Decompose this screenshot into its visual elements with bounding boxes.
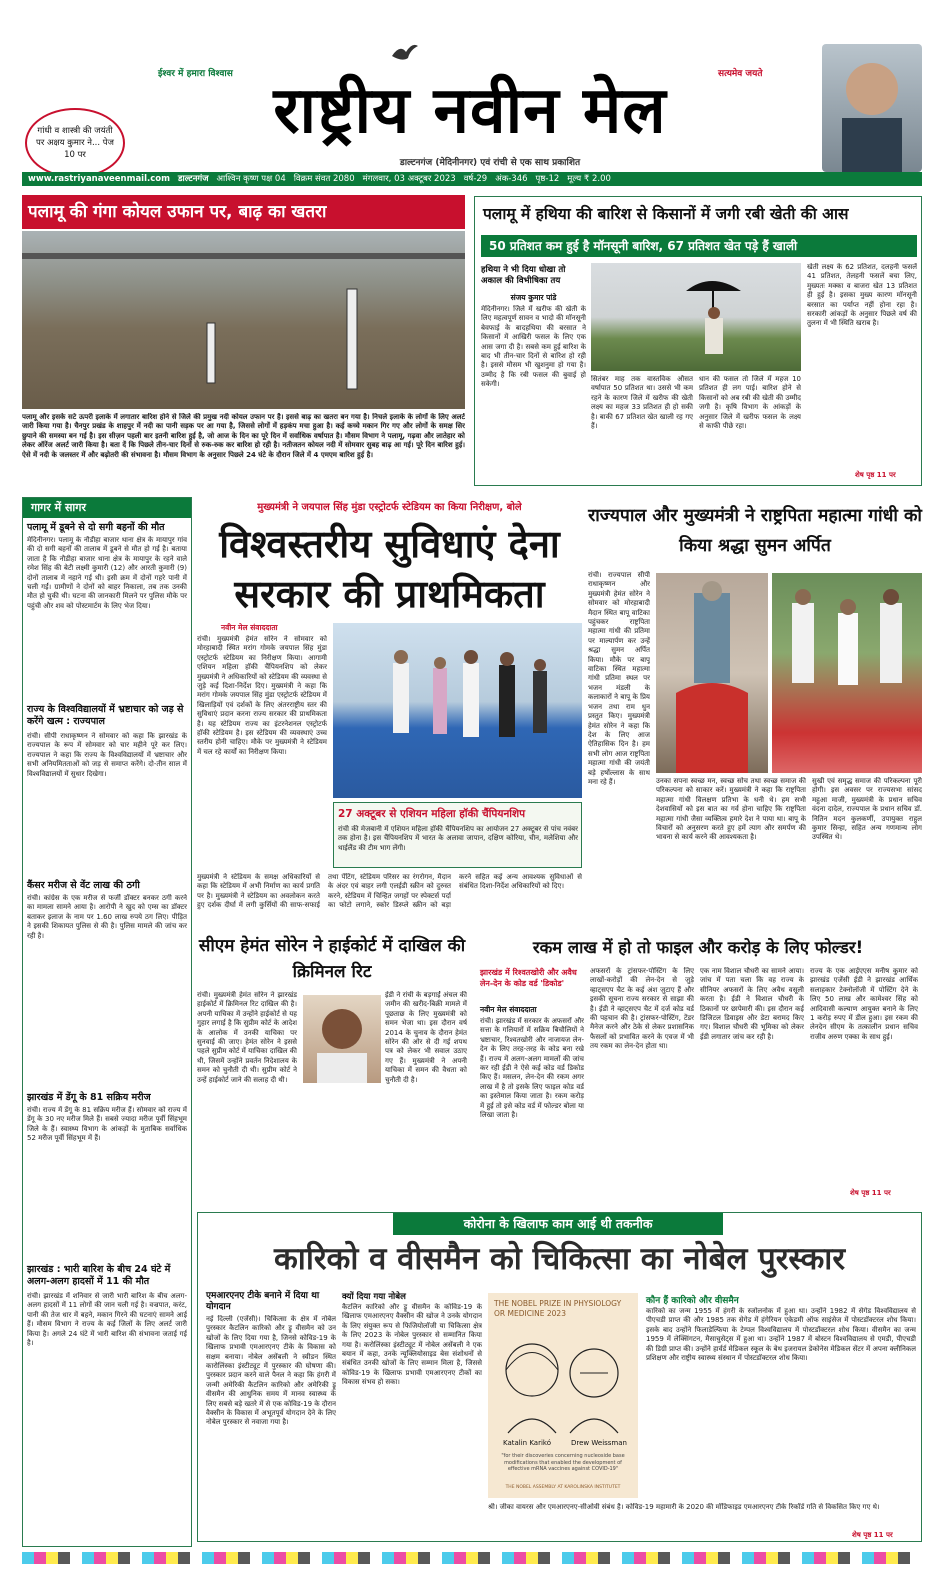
rain-subhead: 50 प्रतिशत कम हुई है मॉनसूनी बारिश, 67 प्रतिशत खेत पड़े हैं खाली — [481, 235, 917, 257]
nobel-sub-1: एमआरएनए टीके बनाने में दिया था योगदान — [206, 1291, 320, 1312]
nobel-graphic-caption: "for their discoveries concerning nucleoside base modifications that enabled the development of effective mRNA vaccines against COVID-19" — [501, 1453, 625, 1472]
rain-photo — [591, 263, 801, 371]
folder-body-4: राज्य के एक आईएएस मनीष कुमार को झारखंड एजेंसी ईडी ने झारखंड आर्थिक सलाहकार टेक्नोलॉजी में पोस्टिंग देने के लिए 50 लाख और कामेश्वर सिंह को आदिवासी कल्याण आयुक्त बनाने के लिए 1 करोड़ रुपए में डील हुआ। इस रकम की लेनदेन सीएम के तत्कालीन प्रधान सचिव राजीव अरुण एक्का के साथ हुई। — [810, 967, 918, 1041]
story-flood — [22, 195, 465, 485]
issue: अंक-346 — [495, 174, 528, 184]
gandhi-headline: राज्यपाल और मुख्यमंत्री ने राष्ट्रपिता महात्मा गांधी को किया श्रद्धा सुमन अर्पित — [588, 506, 922, 556]
folder-body: रांची। झारखंड में सरकार के अफसरों और सत्ता के गलियारों में सक्रिय बिचौलियों ने भ्रष्टाचार, रिश्वतखोरी और नाजायज लेन-देन के लिए तरह-तरह के कोड बना रखे हैं। राज्य में अलग-अलग मामलों की जांच कर रही ईडी ने ऐसे कई कोड वर्ड डिकोड किए हैं। मसलन, लेन-देन की रकम अगर लाख में है तो इसके लिए फाइल कोड वर्ड का इस्तेमाल किया जाता है। रकम करोड़ में हुई तो इसे कोड वर्ड में फोल्डर बोला या लिखा जाता है। — [480, 1017, 584, 1120]
nobel-graphic-footer: THE NOBEL ASSEMBLY AT KAROLINSKA INSTITUTET — [505, 1485, 621, 1490]
stadium-body: रांची। मुख्यमंत्री हेमंत सोरेन ने सोमवार को मोरहाबादी स्थित मरांग गोमके जयपाल सिंह मुंडा एस्ट्रोटर्फ स्टेडियम का निरीक्षण किया। आगामी एशियन महिला हॉकी चैंपियनशिप को लेकर मुख्यमंत्री ने अधिकारियों को स्टेडियम की व्यवस्था से जुड़े कई दिशा-निर्देश दिए। मुख्यमंत्री ने कहा कि मरांग गोमके जयपाल सिंह मुंडा एस्ट्रोटर्फ स्टेडियम में खिलाड़ियों एवं दर्शकों के लिए अंतरराष्ट्रीय स्तर की सुविधाएं प्रदान करना राज्य सरकार की प्राथमिकता है। यह स्टेडियम राज्य का इंटरनेशनल एस्ट्रोटर्फ हॉकी स्टेडियम है। इस स्टेडियम की व्यवस्थाएं उच्च स्तरीय होनी चाहिए। मौके पर मुख्यमंत्री ने स्टेडियम में चल रहे कार्यों का निरीक्षण किया। — [197, 635, 327, 756]
gandhi-body-1: रांची। राज्यपाल सीपी राधाकृष्णन और मुख्यमंत्री हेमंत सोरेन ने सोमवार को मोरहाबादी मैदान स्थित बापू वाटिका पहुंचकर राष्ट्रपिता महात्मा गांधी की प्रतिमा पर माल्यार्पण कर उन्हें श्रद्धा सुमन अर्पित किया। मौके पर बापू वाटिका स्थित महात्मा गांधी प्रतिमा स्थल पर भजन मंडली के कलाकारों ने बापू के प्रिय भजन तथा राम धुन प्रस्तुत किए। मुख्यमंत्री हेमंत सोरेन ने कहा कि देश के लिए आज ऐतिहासिक दिन है। हम सभी लोग आज राष्ट्रपिता महात्मा गांधी की जयंती बड़े हर्षोल्लास के साथ मना रहे हैं। — [588, 571, 650, 786]
tagline-right: सत्यमेव जयते — [718, 69, 763, 79]
story-stadium — [197, 497, 582, 927]
folder-byline: नवीन मेल संवाददाता — [480, 1005, 537, 1014]
bird-logo — [390, 42, 420, 64]
nobel-name-2: Drew Weissman — [571, 1439, 627, 1447]
rain-body-3: धान की फसल तो जिले में महज 10 प्रतिशत ही लग पाई। बारिश होने से किसानों को अब रबी की खेती की उम्मीद जगी है। कृषि विभाग के आंकड़ों के अनुसार जिले में खरीफ फसल के लक्ष्य से काफी पीछे रहा। — [699, 375, 801, 431]
ad-photo-right — [822, 44, 922, 172]
brief-4-body: रांची। राज्य में डेंगू के 81 सक्रिय मरीज हैं। सोमवार को राज्य में डेंगू के 30 नए मरीज मिले हैं। सबसे ज्यादा मरीज पूर्वी सिंहभूम जिले के हैं। स्वास्थ्य विभाग के आंकड़ों के मुताबिक सर्वाधिक 52 मरीज पूर्वी सिंहभूम में हैं। — [27, 1106, 187, 1143]
rain-body-4: खेती लक्ष्य के 62 प्रतिशत, दलहनी फसलें 41 प्रतिशत, तेलहनी फसलें बचा लिए, मुख्यतः मक्का व बाजरा खेत 13 प्रतिशत ही हुई है। इसका मुख्य कारण मॉनसूनी बरसात का पर्याप्त नहीं होना रहा है। सरकारी आंकड़ों के अनुसार पिछले वर्ष की तुलना में भी स्थिति खराब है। — [807, 263, 917, 328]
stadium-byline: नवीन मेल संवाददाता — [221, 623, 278, 632]
nobel-body-3: कारिको का जन्म 1955 में हंगरी के स्जोलनोक में हुआ था। उन्होंने 1982 में सेगेड विश्वविद्यालय से पीएचडी प्राप्त की और 1985 तक सेगेड में हंगेरियन एकेडमी ऑफ साइंसेज में पोस्टडॉक्टरल शोध किया। इसके बाद उन्होंने फिलाडेल्फिया के टेम्पल विश्वविद्यालय में पोस्टडॉक्टरल शोध किया। वीसमैन का जन्म 1959 में लेक्सिंगटन, मैसाचुसेट्स में हुआ था। उन्होंने 1987 में बोस्टन विश्वविद्यालय से एमडी, पीएचडी की डिग्री प्राप्त की। उन्होंने हार्वर्ड मेडिकल स्कूल के बेथ इजरायल डेकोनेस मेडिकल सेंटर में अपना क्लीनिकल प्रशिक्षण और राष्ट्रीय स्वास्थ्य संस्थान में पोस्टडॉक्टरल शोध किया। — [646, 1307, 916, 1363]
sidebar-header: गागर में सागर — [23, 498, 191, 518]
masthead-title: राष्ट्रीय नवीन मेल — [273, 74, 667, 148]
rain-body-2: सितंबर माह तक वास्तविक औसत वर्षापात 50 प्रतिशत था। उससे भी कम रहने के कारण जिले में खरीफ की खेती लक्ष्य का महज 33 प्रतिशत ही हो सकी है। बाकी 67 प्रतिशत खेत खाली रह गए हैं। — [591, 375, 693, 431]
rain-byline: संजय कुमार पांडे — [510, 293, 557, 302]
brief-1-head: पलामू में डूबने से दो सगी बहनों की मौत — [27, 522, 165, 533]
hemant-photo — [303, 995, 381, 1083]
stadium-photo — [333, 623, 582, 798]
rain-body-1: मेदिनीनगर। जिले में खरीफ की खेती के लिए महत्वपूर्ण सावन व भादो की मॉनसूनी बेवफाई के बादहथिया की बरसात ने किसानों में आखिरी फसल के लिए एक आस जगा दी है। सबसे कम हुई बारिश के बाद भी तीन-चार दिनों से बारिश हो रही है। इससे मौसम भी खुशनुमा हो गया है। उम्मीद है कि रबी फसल की बुवाई हो सकेगी। — [481, 305, 586, 389]
stadium-body-2: मुख्यमंत्री ने स्टेडियम के समक्ष अधिकारियों से कहा कि स्टेडियम में अभी निर्माण का कार्य प्रगति पर है। मुख्यमंत्री ने स्टेडियम का अवलोकन करते हुए दर्शक दीर्घा में लगी कुर्सियों की साफ-सफाई तथा पेंटिंग, स्टेडियम परिसर का रंगरोगन, मैदान के अंदर एवं बाहर लगी एलईडी स्क्रीन को दुरुस्त करने, स्टेडियम में चिन्हित जगहों पर स्पेक्टर्स पर्दा का फोटो लगाने, स्कोर डिस्प्ले स्क्रीन को बड़ा करने सहित कई अन्य आवश्यक सुविधाओं से संबंधित दिशा-निर्देश अधिकारियों को दिए। — [197, 873, 582, 910]
folder-headline: रकम लाख में हो तो फाइल और करोड़ के लिए फोल्डर! — [532, 938, 864, 957]
hemant-headline: सीएम हेमंत सोरेन ने हाईकोर्ट में दाखिल की क्रिमिनल रिट — [198, 936, 466, 982]
folder-body-2: अफसरों के ट्रांसफर-पोस्टिंग के लिए लाखों-करोड़ों की लेन-देन से जुड़े व्हाट्सएप चैट के कई अंश जुटाए हैं और इसकी सूचना राज्य सरकार से साझा की है। ईडी ने व्हाट्सएप चैट में दर्ज कोड वर्ड की पहचान की है। ट्रांसफर-पोस्टिंग, टेंडर मैनेज करने और ठेके से लेकर प्रशासनिक फैसलों को प्रभावित करने के एवज में भी तय रकम का लेन-देन होता था। — [590, 967, 694, 1051]
masthead — [0, 0, 945, 195]
stadium-kicker: मुख्यमंत्री ने जयपाल सिंह मुंडा एस्ट्रोटर्फ स्टेडियम का किया निरीक्षण, बोले — [257, 502, 522, 513]
folder-body-3: एक नाम विशाल चौधरी का सामने आया। जांच में पता चला कि वह राज्य के सीनियर अफसरों के लिए अवैध वसूली करता है। ईडी ने विशाल चौधरी के ठिकानों पर छापेमारी की। इस दौरान कई डिजिटल डिवाइस और डेटा बरामद किए गए। विशाल चौधरी की भूमिका को लेकर ईडी लगातार जांच कर रही है। — [700, 967, 804, 1041]
folder-continue[interactable]: शेष पृष्ठ 11 पर — [850, 1189, 891, 1197]
story-rain — [474, 196, 922, 486]
price: मूल्य ₹ 2.00 — [567, 174, 611, 184]
tagline-left: ईश्वर में हमारा विश्वास — [158, 69, 233, 79]
championship-body: रांची की मेजबानी में एशियन महिला हॉकी चैंपियनशिप का आयोजन 27 अक्टूबर से पांच नवंबर तक होना है। इस चैंपियनशिप में भारत के अलावा जापान, दक्षिण कोरिया, चीन, मलेशिया और थाईलैंड की टीम भाग लेंगी। — [338, 825, 578, 852]
hemant-body-2: ईडी ने रांची के बड़गाईं अंचल की जमीन की खरीद-बिक्री मामले में पूछताछ के लिए मुख्यमंत्री को समन भेजा था। इस दौरान वर्ष 2014 के चुनाव के दौरान हेमंत सोरेन की ओर से दी गई शपथ पत्र को लेकर भी सवाल उठाए गए हैं। मुख्यमंत्री ने अपनी याचिका में समन की वैधता को चुनौती दी है। — [385, 991, 467, 1084]
info-bar — [22, 172, 922, 186]
story-hemant — [197, 933, 467, 1203]
story-folder — [474, 933, 922, 1203]
brief-2-body: रांची। सीपी राधाकृष्णन ने सोमवार को कहा कि झारखंड के राज्यपाल के रूप में सोमवार को चार महीने पूरे कर लिए। राज्यपाल ने कहा कि राज्य के विश्वविद्यालयों में भ्रष्टाचार और सभी अनियमितताओं को जड़ से समाप्त करेंगे। दो-तीन साल में विश्वविद्यालयों में सुधार दिखेगा। — [27, 732, 187, 778]
championship-head: 27 अक्टूबर से एशियन महिला हॉकी चैंपियनशिप — [338, 808, 526, 820]
gandhi-body-3: सुखी एवं समृद्ध समाज की परिकल्पना पूरी होगी। इस अवसर पर राज्यसभा सांसद महुआ माजी, मुख्यमंत्री के प्रधान सचिव वंदना दादेल, राज्यपाल के प्रधान सचिव डॉ. नितिन मदन कुलकर्णी, उपायुक्त राहुल कुमार सिन्हा, सहित अन्य गणमान्य लोग उपस्थित थे। — [812, 777, 922, 842]
stadium-headline-2: सरकार की प्राथमिकता — [234, 572, 545, 616]
nobel-name-1: Katalin Karikó — [502, 1439, 551, 1447]
nobel-body-4: श्री। जीका वायरस और एमआरएनए-सीओवी संबंध है। कोविड-19 महामारी के 2020 की मॉडिफाइड एमआरएनए टीके रिकॉर्ड गति से विकसित किए गए थे। — [488, 1503, 880, 1511]
masthead-ear-left: गांधी व शास्त्री की जयंती पर अक्षय कुमार ने... पेज 10 पर — [25, 108, 125, 178]
nobel-body-1: नई दिल्ली (एजेंसी)। चिकित्सा के क्षेत्र में नोबेल पुरस्कार कैटलिन कारिको और ड्रू वीसमैन को उन खोजों के लिए दिया गया है, जिनसे कोविड-19 के खिलाफ प्रभावी एमआरएनए टीके के विकास को सक्षम बनाया। नोबेल असेंबली ने स्वीडन स्थित कारोलिंस्का इंस्टीट्यूट में पुरस्कार की घोषणा की। पुरस्कार प्रदान करने वाले पैनल ने कहा कि हंगरी में जन्मी अमेरिकी कैटलिन कारिको और अमेरिकी ड्रू वीसमैन की आधुनिक समय में मानव स्वास्थ्य के लिए सबसे बड़े खतरे में से एक कोविड-19 के दौरान वैक्सीन के विकास में अभूतपूर्व योगदान देने के लिए नोबेल पुरस्कार से नवाजा गया है। — [206, 1315, 336, 1427]
nobel-graphic-title: THE NOBEL PRIZE IN PHYSIOLOGY OR MEDICINE 2023 — [494, 1299, 622, 1318]
brief-5-head: झारखंड : भारी बारिश के बीच 24 घंटे में अलग-अलग हादसों में 11 की मौत — [27, 1264, 171, 1287]
stadium-headline-1: विश्वस्तरीय सुविधाएं देना — [219, 522, 560, 566]
flood-headline: पलामू की गंगा कोयल उफान पर, बाढ़ का खतरा — [22, 195, 465, 229]
rain-kicker: हथिया ने भी दिया धोखा तो अकाल की विभीषिका तय — [481, 265, 566, 286]
nobel-portraits — [494, 1325, 632, 1435]
rain-headline: पलामू में हथिया की बारिश से किसानों में जगी रबी खेती की आस — [483, 205, 849, 223]
pages: पृष्ठ-12 — [535, 174, 560, 184]
brief-4-head: झारखंड में डेंगू के 81 सक्रिय मरीज — [27, 1092, 151, 1103]
nobel-continue[interactable]: शेष पृष्ठ 11 पर — [852, 1531, 893, 1539]
brief-5-body: रांची। झारखंड में शनिवार से जारी भारी बारिश के बीच अलग-अलग हादसों में 11 लोगों की जान चली गई है। वज्रपात, करंट, पानी की तेज धार में बहने, मकान गिरने की घटनाएं सामने आई हैं। मौसम विभाग ने राज्य के कई जिलों के लिए अलर्ट जारी किया है। अगले 24 घंटे में भारी बारिश की संभावना जताई गई है। — [27, 1292, 187, 1348]
registration-strip — [22, 1552, 922, 1564]
gandhi-photo-1 — [656, 573, 768, 773]
brief-1-body: मेदिनीनगर। पलामू के नौडीहा बाजार थाना क्षेत्र के मायापुर गांव की दो सगी बहनों की तालाब में डूबने से मौत हो गई है। बताया जाता है कि नौडीहा बाजार थाना क्षेत्र के मायापुर के रहने वाले रमेश सिंह की बेटी लक्ष्मी कुमारी (12) और आरती कुमारी (9) दोनों तालाब में नहाने गई थी। इसी क्रम में दोनों गहरे पानी में चली गईं। ग्रामीणों ने दोनों को बाहर निकाला, तब तक उनकी मौत हो चुकी थी। घटना की जानकारी मिलने पर पुलिस मौके पर पहुंची और शव को पोस्टमार्टम के लिए भेज दिया। — [27, 536, 187, 610]
masthead-subtitle: डाल्टनगंज (मेदिनीनगर) एवं रांची से एक साथ प्रकाशित — [399, 158, 581, 168]
sidebar-briefs — [22, 497, 192, 1547]
gandhi-photo-2 — [772, 573, 922, 773]
rain-continue[interactable]: शेष पृष्ठ 11 पर — [855, 471, 896, 479]
gandhi-body-2: उनका सपना स्वच्छ मन, स्वच्छ सोच तथा स्वच्छ समाज की परिकल्पना को साकार करें। मुख्यमंत्री ने कहा कि राष्ट्रपिता महात्मा गांधी विलक्षण प्रतिभा के धनी थे। हम सभी देशवासियों को इस बात का गर्व होना चाहिए कि राष्ट्रपिता महात्मा गांधी जैसा व्यक्तित्व हमारे देश ने पाया था। बापू के विचारों को अनुसरण करते हुए हमें त्याग और समर्पण की भावना से कार्य करने की आवश्यकता है। — [656, 777, 806, 842]
brief-3-body: रांची। कांग्रेस के एक मरीज से फर्जी डॉक्टर बनकर ठगी करने का मामला सामने आया है। आरोपी ने खुद को एम्स का डॉक्टर बताकर इलाज के नाम पर 1.60 लाख रुपये ठग लिए। पीड़ित ने इसकी शिकायत पुलिस से की है। पुलिस मामले की जांच कर रही है। — [27, 894, 187, 940]
championship-box — [333, 802, 582, 868]
date: मंगलवार, 03 अक्टूबर 2023 — [362, 174, 456, 184]
story-gandhi — [588, 497, 922, 927]
nobel-graphic — [488, 1293, 638, 1498]
samvat: विक्रम संवत 2080 — [293, 174, 355, 184]
flood-photo — [22, 231, 465, 409]
story-nobel — [197, 1212, 922, 1542]
nobel-sub-3: कौन हैं कारिको और वीसमैन — [646, 1296, 739, 1306]
flood-body: पलामू और इसके सटे ऊपरी इलाके में लगातार बारिश होने से जिले की प्रमुख नदी कोयल उफान पर है। इससे बाढ़ का खतरा बन गया है। निचले इलाके के लोगों के लिए अलर्ट जारी किया गया है। चैनपुर प्रखंड के शाहपुर में नदी का पानी सड़क पर आ गया है, जिससे लोगों में हड़कंप मचा हुआ है। कई कच्चे मकान गिर गए और लोगों के समक्ष सिर छुपाने की समस्या बन गई है। इस सीज़न पहली बार इतनी बारिश हुई है, जो आज के दिन का पूरे दिन में सर्वाधिक वर्षापात है। मौसम विभाग ने पलामू, गढ़वा और लातेहार को लेकर ऑरेंज अलर्ट जारी किया है। बता दें कि पिछले तीन-चार दिनों से रुक-रुक कर बारिश हो रही है। नतीजतन कोयल नदी में सोमवार सुबह बाढ़ आ गई। पूरे दिन बारिश हुई। ऐसे में नदी के जलस्तर में और बढ़ोतरी की संभावना है। मौसम विभाग के अनुसार पिछले 24 घंटे के दौरान जिले में 4 एमएम बारिश हुई है। — [22, 413, 465, 459]
brief-2-head: राज्य के विश्वविद्यालयों में भ्रष्टाचार को जड़ से करेंगे खत्म : राज्यपाल — [27, 704, 184, 727]
nobel-body-2: कैटलिन कारिको और ड्रू वीसमैन के कोविड-19 के खिलाफ एमआरएनए वैक्सीन की खोज ने उनके योगदान के लिए संयुक्त रूप से फिजियोलॉजी या चिकित्सा क्षेत्र के लिए 2023 के नोबेल पुरस्कार से सम्मानित किया गया है। करोलिंस्का इंस्टीट्यूट में नोबेल असेंबली ने एक बयान में कहा, उनके न्यूक्लियोसाइड बेस संशोधनों से संबंधित उनकी खोजों के लिए सम्मान मिला है, जिससे कोविड-19 के खिलाफ प्रभावी एमआरएनए टीकों का विकास संभव हो सका। — [342, 1303, 482, 1387]
nobel-kicker: कोरोना के खिलाफ काम आई थी तकनीक — [393, 1213, 723, 1235]
nobel-headline: कारिको व वीसमैन को चिकित्सा का नोबेल पुरस्कार — [273, 1241, 846, 1277]
year: वर्ष-29 — [463, 174, 488, 184]
brief-3-head: कैंसर मरीज से वेंट लाख की ठगी — [27, 880, 140, 891]
city: डाल्टनगंज — [177, 174, 209, 184]
nobel-sub-2: क्यों दिया गया नोबेल — [342, 1292, 406, 1302]
folder-kicker: झारखंड में रिश्वतखोरी और अवैध लेन-देन के कोड वर्ड 'डिकोड' — [480, 968, 577, 988]
tithi: आश्विन कृष्ण पक्ष 04 — [216, 174, 286, 184]
website-link[interactable]: www.rastriyanaveenmail.com — [28, 174, 170, 184]
hemant-body: रांची। मुख्यमंत्री हेमंत सोरेन ने झारखंड हाईकोर्ट में क्रिमिनल रिट दाखिल की है। अपनी याचिका में उन्होंने हाईकोर्ट से यह गुहार लगाई है कि सुप्रीम कोर्ट के आदेश के आलोक में उनकी याचिका पर सुनवाई की जाए। हेमंत सोरेन ने इससे पहले सुप्रीम कोर्ट में याचिका दाखिल की थी, जिसमें उन्होंने प्रवर्तन निदेशालय के समन को चुनौती दी थी। सुप्रीम कोर्ट ने उन्हें हाईकोर्ट जाने की सलाह दी थी। — [197, 991, 297, 1084]
